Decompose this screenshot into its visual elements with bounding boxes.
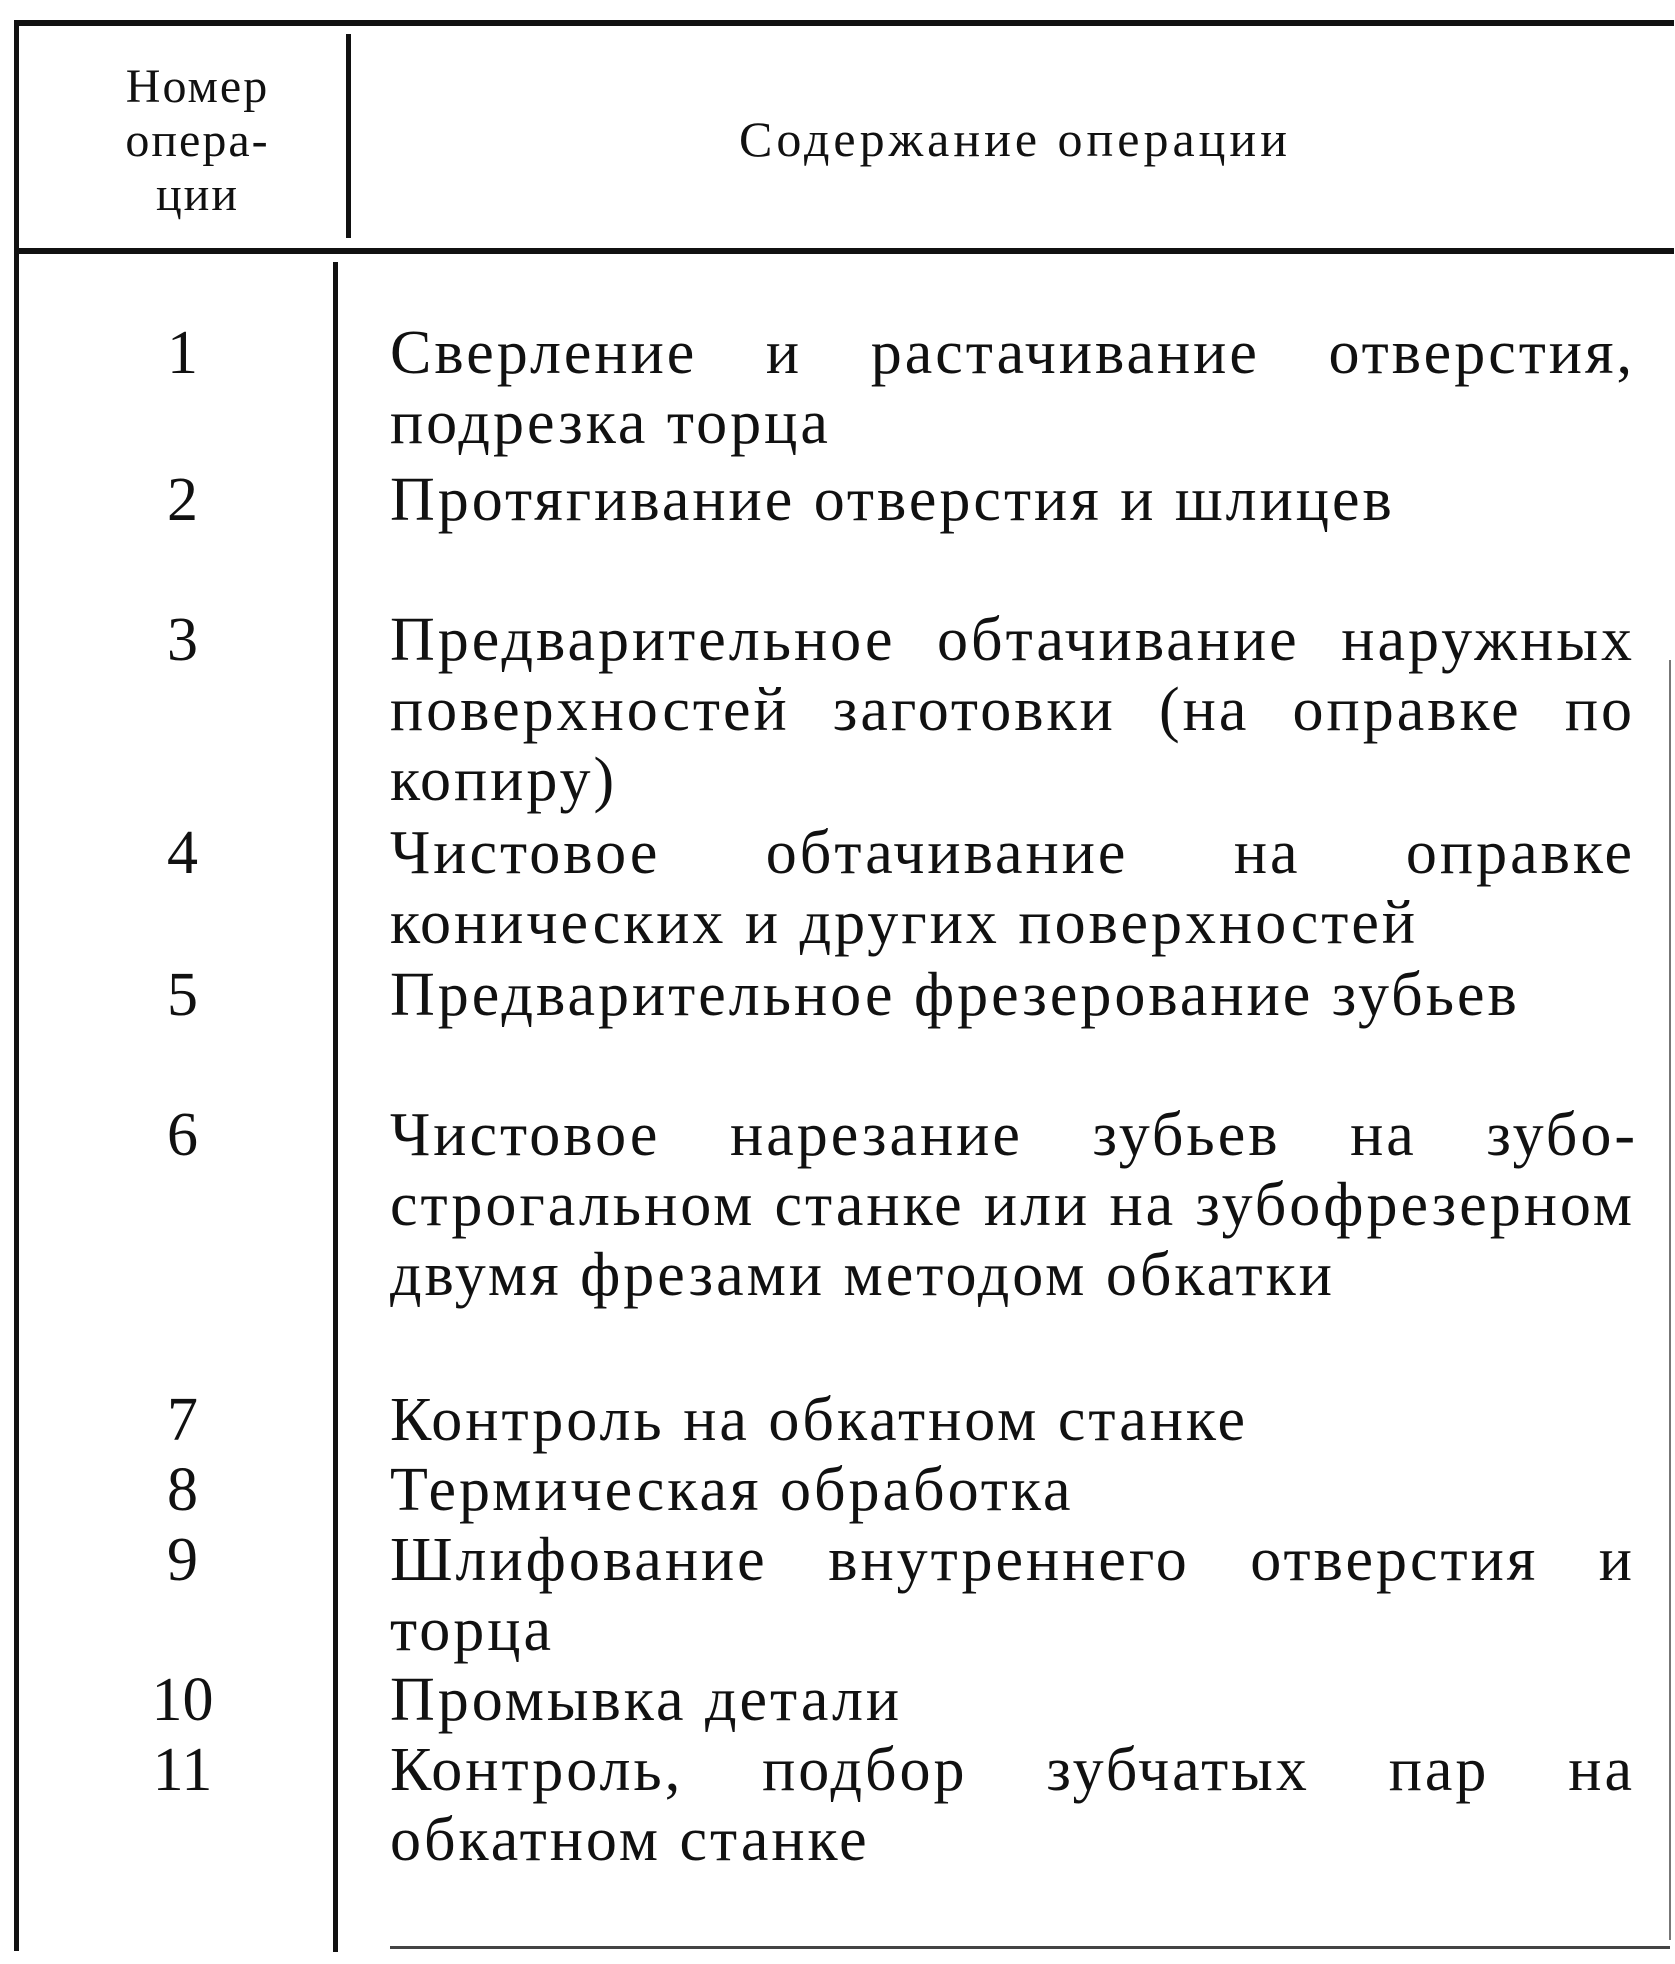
operation-number: 3 <box>167 606 198 674</box>
operation-content: Термическая обработка <box>390 1456 1074 1524</box>
operation-content: Чистовое обтачивание на оправке конических и других поверхностей <box>390 819 1635 957</box>
header-operation-content: Содержание операции <box>739 111 1291 167</box>
operation-content: Шлифование внутреннего отверстия и торца <box>390 1526 1635 1664</box>
operation-number: 7 <box>167 1386 198 1454</box>
body-column-divider <box>333 262 338 1952</box>
operation-number: 4 <box>167 819 198 887</box>
operation-content: Предварительное обтачивание наружных поверхностей заготовки (на оправке по копиру) <box>390 606 1635 814</box>
operation-content: Контроль на обкатном станке <box>390 1386 1249 1454</box>
operation-content: Протягивание отверстия и шлицев <box>390 466 1395 534</box>
operation-content: Промывка детали <box>390 1666 903 1734</box>
operation-number: 2 <box>167 466 198 534</box>
operation-content: Чистовое нарезание зубьев на зубострогальном станке или на зубофрезерном двумя фрезами методом обкатки <box>390 1101 1635 1309</box>
operation-number: 1 <box>167 319 198 387</box>
table-left-rule <box>14 26 19 1951</box>
operation-number: 6 <box>167 1101 198 1169</box>
operation-content: Контроль, подбор зубчатых пар на обкатном станке <box>390 1736 1635 1874</box>
header-column-divider <box>346 34 351 238</box>
table-bottom-rule <box>390 1946 1670 1949</box>
operation-number: 11 <box>152 1736 213 1804</box>
operation-number: 8 <box>167 1456 198 1524</box>
header-separator-rule <box>14 248 1674 254</box>
table-right-edge <box>1669 660 1671 1940</box>
table-top-rule <box>14 20 1674 26</box>
operation-content: Сверление и растачивание отверстия, подрезка торца <box>390 319 1635 457</box>
operation-number: 5 <box>167 961 198 1029</box>
header-operation-number: Номер опера- ции <box>125 60 270 221</box>
operation-number: 10 <box>151 1666 214 1734</box>
operation-number: 9 <box>167 1526 198 1594</box>
operation-content: Предварительное фрезерование зубьев <box>390 961 1520 1029</box>
